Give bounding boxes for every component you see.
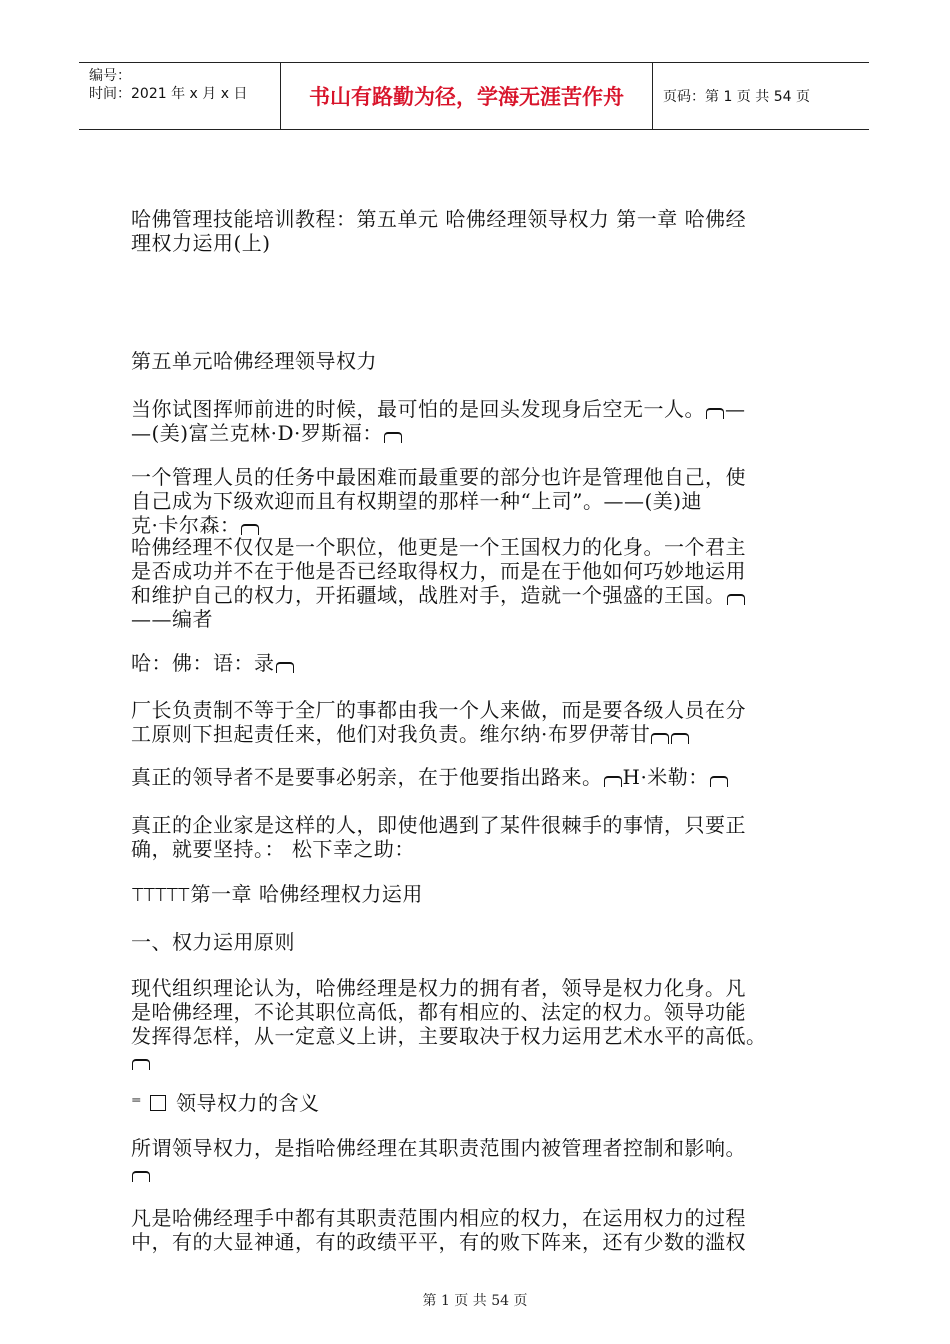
saying3-line-2: 确，就要坚持。： 松下幸之助： bbox=[131, 837, 415, 861]
saying1-line-2 bbox=[131, 722, 821, 746]
break-mark-icon bbox=[276, 662, 294, 673]
para2-line-2 bbox=[131, 1160, 821, 1184]
quote2-line-3 bbox=[131, 513, 821, 537]
document-header bbox=[79, 62, 869, 130]
ornament-icon: ꔋꔋꔋꔋꔋ bbox=[131, 885, 189, 906]
unit-heading-text: 第五单元哈佛经理领导权力 bbox=[131, 349, 377, 373]
chapter-heading-text: 第一章 哈佛经理权力运用 bbox=[190, 882, 423, 906]
saying3-line-1: 真正的企业家是这样的人，即使他遇到了某件很棘手的事情，只要正 bbox=[131, 813, 746, 837]
saying2-text-b: H·米勒： bbox=[622, 765, 709, 789]
para1-line-2: 是哈佛经理，不论其职位高低，都有相应的、法定的权力。领导功能 bbox=[131, 1000, 746, 1024]
break-mark-icon bbox=[132, 1171, 150, 1182]
quote2-text-3: 克·卡尔森： bbox=[131, 513, 241, 537]
break-mark-icon bbox=[671, 733, 689, 744]
quote1-line-1 bbox=[131, 397, 821, 421]
saying2-text-a: 真正的领导者不是要事必躬亲，在于他要指出路来。 bbox=[131, 765, 603, 789]
saying-1 bbox=[131, 698, 821, 746]
quote3-line-2: 是否成功并不在于他是否已经取得权力，而是在于他如何巧妙地运用 bbox=[131, 559, 746, 583]
saying-3 bbox=[131, 813, 821, 861]
quote-carlson bbox=[131, 465, 821, 537]
sayings-heading-text: 哈：佛：语：录 bbox=[131, 651, 275, 675]
unit-heading bbox=[131, 349, 821, 373]
title-line-1: 哈佛管理技能培训教程：第五单元 哈佛经理领导权力 第一章 哈佛经 bbox=[131, 207, 747, 231]
saying-2 bbox=[131, 765, 821, 789]
break-mark-icon bbox=[727, 594, 745, 605]
saying1-text-2: 工原则下担起责任来，他们对我负责。维尔纳·布罗伊蒂甘 bbox=[131, 722, 651, 746]
sub1-heading-line bbox=[131, 1091, 821, 1115]
quote3-line-4: ——编者 bbox=[131, 607, 213, 631]
break-mark-icon bbox=[132, 1059, 150, 1070]
motto-text: 书山有路勤为径，学海无涯苦作舟 bbox=[309, 85, 624, 109]
sub1-prefix: ⁼ bbox=[131, 1091, 143, 1115]
header-motto-cell bbox=[281, 63, 653, 129]
break-mark-icon bbox=[384, 432, 402, 443]
quote1-dash: — bbox=[725, 397, 746, 421]
paragraph-2 bbox=[131, 1136, 821, 1184]
paragraph-3 bbox=[131, 1206, 821, 1254]
quote-roosevelt bbox=[131, 397, 821, 445]
quote1-text-1: 当你试图挥师前进的时候，最可怕的是回头发现身后空无一人。 bbox=[131, 397, 705, 421]
header-meta-cell bbox=[79, 63, 281, 129]
break-mark-icon bbox=[706, 408, 724, 419]
subsection-heading bbox=[131, 1091, 821, 1115]
para1-line-1: 现代组织理论认为，哈佛经理是权力的拥有者，领导是权力化身。凡 bbox=[131, 976, 746, 1000]
quote3-line-3 bbox=[131, 583, 821, 607]
para3-line-2: 中，有的大显神通，有的政绩平平，有的败下阵来，还有少数的滥权 bbox=[131, 1230, 746, 1254]
saying2-line-1 bbox=[131, 765, 821, 789]
time-line: 时间：2021 年 x 月 x 日 bbox=[89, 86, 248, 102]
sayings-heading-line bbox=[131, 651, 821, 675]
quote2-line-1: 一个管理人员的任务中最困难而最重要的部分也许是管理他自己，使 bbox=[131, 465, 746, 489]
checkbox-square-icon bbox=[150, 1095, 166, 1111]
sayings-heading bbox=[131, 651, 821, 675]
title-line-2: 理权力运用(上) bbox=[131, 231, 271, 255]
chapter-heading-line bbox=[131, 882, 821, 908]
page-footer bbox=[0, 1290, 950, 1310]
quote2-line-2: 自己成为下级欢迎而且有权期望的那样一种“上司”。——(美)迪 bbox=[131, 489, 703, 513]
quote1-line-2 bbox=[131, 421, 821, 445]
para2-line-1: 所谓领导权力，是指哈佛经理在其职责范围内被管理者控制和影响。 bbox=[131, 1136, 746, 1160]
quote3-line-1: 哈佛经理不仅仅是一个职位，他更是一个王国权力的化身。一个君主 bbox=[131, 535, 746, 559]
page-info: 页码：第 1 页 共 54 页 bbox=[663, 89, 810, 105]
break-mark-icon bbox=[651, 733, 669, 744]
document-title bbox=[131, 207, 821, 255]
para1-line-4 bbox=[131, 1048, 821, 1072]
quote1-text-2: —(美)富兰克林·D·罗斯福： bbox=[131, 421, 383, 445]
footer-page-text: 第 1 页 共 54 页 bbox=[422, 1293, 528, 1309]
number-label: 编号： bbox=[89, 68, 131, 84]
break-mark-icon bbox=[241, 524, 259, 535]
quote3-text-3: 和维护自己的权力，开拓疆域，战胜对手，造就一个强盛的王国。 bbox=[131, 583, 726, 607]
break-mark-icon bbox=[604, 776, 622, 787]
break-mark-icon bbox=[710, 776, 728, 787]
header-page-cell bbox=[653, 63, 869, 129]
quote-editor bbox=[131, 535, 821, 631]
section1-heading-text: 一、权力运用原则 bbox=[131, 930, 295, 954]
chapter-heading bbox=[131, 882, 821, 908]
paragraph-1 bbox=[131, 976, 821, 1072]
para1-line-3: 发挥得怎样，从一定意义上讲，主要取决于权力运用艺术水平的高低。 bbox=[131, 1024, 767, 1048]
para3-line-1: 凡是哈佛经理手中都有其职责范围内相应的权力，在运用权力的过程 bbox=[131, 1206, 746, 1230]
sub1-heading-text: 领导权力的含义 bbox=[176, 1091, 320, 1115]
section-heading bbox=[131, 930, 821, 954]
saying1-line-1: 厂长负责制不等于全厂的事都由我一个人来做，而是要各级人员在分 bbox=[131, 698, 746, 722]
